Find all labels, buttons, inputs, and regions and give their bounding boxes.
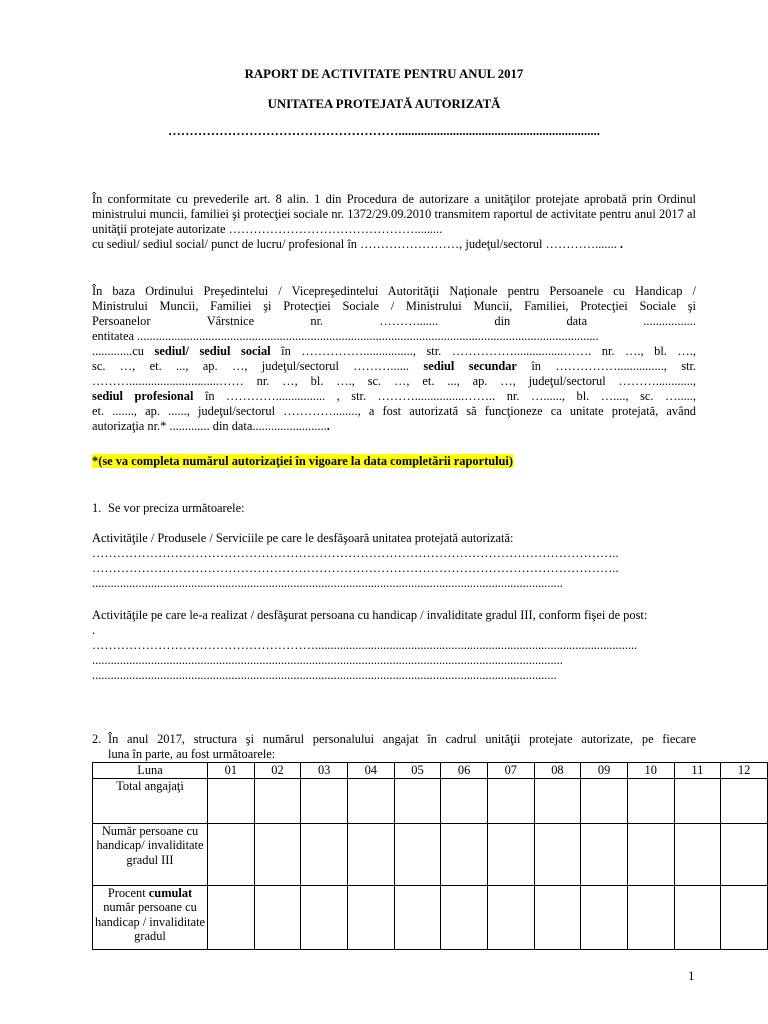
table-cell[interactable] bbox=[347, 885, 394, 949]
auth-line-5 bbox=[92, 344, 696, 359]
header-month-07: 07 bbox=[487, 763, 534, 779]
table-cell[interactable] bbox=[721, 823, 768, 885]
unit-name-line: ………………………………………………............................................................... bbox=[168, 124, 600, 138]
staff-structure-table bbox=[92, 762, 768, 950]
section-1-number: 1. bbox=[92, 501, 102, 515]
row-label-total-employees: Total angajaţi bbox=[93, 778, 208, 823]
table-cell[interactable] bbox=[674, 823, 721, 885]
auth-sediul-secundar-label: sediul secundar bbox=[423, 359, 517, 373]
auth-line-1: În baza Ordinului Preşedintelui / Vicepreşedintelui Autorităţii Naţionale pentru Persoanele cu Handicap / bbox=[92, 284, 696, 298]
header-month-02: 02 bbox=[254, 763, 301, 779]
table-cell[interactable] bbox=[487, 778, 534, 823]
row-label-cumulative-percent bbox=[93, 885, 208, 949]
auth-line-2: Ministrului Muncii, Familiei şi Protecţiei Sociale / Ministrului Muncii, Familiei, Protecţiei Sociale şi bbox=[92, 299, 696, 313]
auth-line8-post: în …………................ , str. ………................…….. nr. …......, bl. …...., sc. …....., bbox=[204, 389, 696, 403]
auth-line-9: et. ......., ap. ......, judeţul/sectorul …………........, a fost autorizată să funcţioneze ca unitate protejată, având bbox=[92, 404, 696, 418]
section-1-title: Se vor preciza următoarele: bbox=[108, 501, 245, 515]
auth-word-data: data bbox=[566, 314, 588, 328]
person-fill-line-2: ........................................................................................................................................................ bbox=[92, 653, 563, 667]
table-cell[interactable] bbox=[581, 778, 628, 823]
section-2-line-2: luna în parte, au fost următoarele: bbox=[108, 747, 276, 761]
intro-address-line: cu sediul/ sediul social/ punct de lucru/ profesional în ……………………, judeţul/sectorul …………....... bbox=[92, 237, 617, 251]
intro-text: În conformitate cu prevederile art. 8 alin. 1 din Procedura de autorizare a unităţilor protejate aprobată prin Ordinul ministrului muncii, familiei şi protecţiei sociale nr. 1372/29.09.2010 transmitem raportul de activitate pentru anul 2017 al unităţii protejate autorizate ………………………………………......... bbox=[92, 192, 696, 236]
person-fill-line-3: ...................................................................................................................................................... bbox=[92, 668, 557, 682]
table-cell[interactable] bbox=[487, 885, 534, 949]
auth-line6-pre: sc. …, et. ..., ap. …, judeţul/sectorul ………...... bbox=[92, 359, 410, 373]
table-cell[interactable] bbox=[394, 778, 441, 823]
auth-entity-line: entitatea ..................................................................................................................................................... bbox=[92, 329, 599, 343]
table-cell[interactable] bbox=[627, 823, 674, 885]
table-cell[interactable] bbox=[581, 885, 628, 949]
section-2-text-1: În anul 2017, structura şi numărul personalului angajat în cadrul unităţii protejate autorizate, pe fiecare bbox=[108, 732, 696, 746]
table-cell[interactable] bbox=[674, 778, 721, 823]
table-cell[interactable] bbox=[627, 885, 674, 949]
section-2-heading bbox=[92, 732, 696, 762]
auth-line6-post: în ……………..............., str. bbox=[531, 359, 696, 373]
header-month-06: 06 bbox=[441, 763, 488, 779]
table-cell[interactable] bbox=[347, 778, 394, 823]
header-month-label: Luna bbox=[93, 763, 208, 779]
table-cell[interactable] bbox=[208, 778, 255, 823]
activities-fill-line-3: ........................................................................................................................................................ bbox=[92, 576, 563, 590]
intro-end-dot: . bbox=[619, 237, 624, 251]
section-2-line-1 bbox=[92, 732, 696, 747]
table-cell[interactable] bbox=[347, 823, 394, 885]
auth-line-7: ……….............................…… nr. …, bl. …., sc. …, et. ..., ap. …, judeţul/sectorul ………............, bbox=[92, 374, 696, 388]
auth-sediul-social-label: sediul/ sediul social bbox=[154, 344, 271, 358]
auth-line5-pre: .............cu bbox=[92, 344, 144, 358]
auth-sediul-profesional-label: sediul profesional bbox=[92, 389, 194, 403]
table-cell[interactable] bbox=[441, 823, 488, 885]
header-month-08: 08 bbox=[534, 763, 581, 779]
report-title: RAPORT DE ACTIVITATE PENTRU ANUL 2017 bbox=[244, 67, 524, 81]
row-label-disabled-persons: Număr persoane cu handicap/ invaliditate gradul III bbox=[93, 823, 208, 885]
page-number: 1 bbox=[688, 968, 695, 983]
auth-word-nr: nr. bbox=[310, 314, 324, 328]
header-month-10: 10 bbox=[627, 763, 674, 779]
header-month-01: 01 bbox=[208, 763, 255, 779]
table-row-disabled-persons bbox=[93, 823, 768, 885]
table-cell[interactable] bbox=[441, 778, 488, 823]
table-cell[interactable] bbox=[208, 885, 255, 949]
auth-line-10 bbox=[92, 419, 696, 434]
header-month-04: 04 bbox=[347, 763, 394, 779]
auth-word-varstnice: Vârstnice bbox=[206, 314, 255, 328]
table-cell[interactable] bbox=[254, 823, 301, 885]
table-cell[interactable] bbox=[534, 778, 581, 823]
table-cell[interactable] bbox=[487, 823, 534, 885]
person-activities-label: Activităţile pe care le-a realizat / desfăşurat persoana cu handicap / invaliditate gradul III, conform fişei de post: bbox=[92, 608, 648, 622]
table-cell[interactable] bbox=[534, 885, 581, 949]
table-cell[interactable] bbox=[301, 823, 348, 885]
intro-paragraph bbox=[92, 192, 696, 252]
auth-line-8 bbox=[92, 389, 696, 404]
table-cell[interactable] bbox=[301, 778, 348, 823]
auth-order-number-blank: ………....... bbox=[379, 314, 439, 328]
header-month-12: 12 bbox=[721, 763, 768, 779]
table-cell[interactable] bbox=[721, 885, 768, 949]
auth-date-blank: ................. bbox=[643, 314, 696, 328]
table-cell[interactable] bbox=[441, 885, 488, 949]
table-cell[interactable] bbox=[534, 823, 581, 885]
table-cell[interactable] bbox=[721, 778, 768, 823]
auth-line-6 bbox=[92, 359, 696, 374]
table-cell[interactable] bbox=[254, 885, 301, 949]
table-cell[interactable] bbox=[394, 823, 441, 885]
auth-line5-post: în ……………................, str. ……………................……. nr. …., bl. …., bbox=[281, 344, 696, 358]
activities-label: Activităţile / Produsele / Serviciile pe care le desfăşoară unitatea protejată autorizată: bbox=[92, 531, 514, 545]
auth-word-persoanelor: Persoanelor bbox=[92, 314, 151, 328]
section-1-heading bbox=[92, 501, 696, 516]
auth-end-dot: . bbox=[326, 419, 330, 433]
row3-label-bold: cumulat bbox=[148, 885, 193, 900]
row3-label-post: număr persoane cu handicap / invaliditate gradul bbox=[94, 900, 206, 943]
person-fill-line-1: ………………………………………………........................................................................................................ bbox=[92, 638, 638, 652]
table-cell[interactable] bbox=[394, 885, 441, 949]
person-activities-dot: . bbox=[92, 623, 96, 637]
activities-block bbox=[92, 531, 696, 591]
table-row-total-employees bbox=[93, 778, 768, 823]
authorization-note bbox=[92, 454, 696, 469]
table-header-row bbox=[93, 763, 768, 779]
header-month-05: 05 bbox=[394, 763, 441, 779]
table-cell[interactable] bbox=[208, 823, 255, 885]
section-2-number: 2. bbox=[92, 732, 102, 746]
auth-number-date-blank: autorizaţia nr.* ............. din data........................ bbox=[92, 419, 327, 433]
table-cell[interactable] bbox=[627, 778, 674, 823]
header-month-03: 03 bbox=[301, 763, 348, 779]
authorization-paragraph bbox=[92, 284, 696, 434]
report-subtitle: UNITATEA PROTEJATĂ AUTORIZATĂ bbox=[267, 97, 501, 111]
row3-label-pre: Procent bbox=[107, 885, 146, 900]
table-row-cumulative-percent bbox=[93, 885, 768, 949]
table-cell[interactable] bbox=[254, 778, 301, 823]
table-cell[interactable] bbox=[674, 885, 721, 949]
header-month-11: 11 bbox=[674, 763, 721, 779]
header-month-09: 09 bbox=[581, 763, 628, 779]
auth-line-3 bbox=[92, 314, 696, 329]
activities-fill-line-1: ……………………………………………………………………………………………………………….. bbox=[92, 546, 619, 560]
auth-word-din: din bbox=[494, 314, 511, 328]
note-highlight: *(se va completa numărul autorizaţiei în vigoare la data completării raportului) bbox=[92, 454, 514, 468]
activities-fill-line-2: ……………………………………………………………………………………………………………….. bbox=[92, 561, 619, 575]
person-activities-block bbox=[92, 608, 696, 683]
table-cell[interactable] bbox=[581, 823, 628, 885]
table-cell[interactable] bbox=[301, 885, 348, 949]
